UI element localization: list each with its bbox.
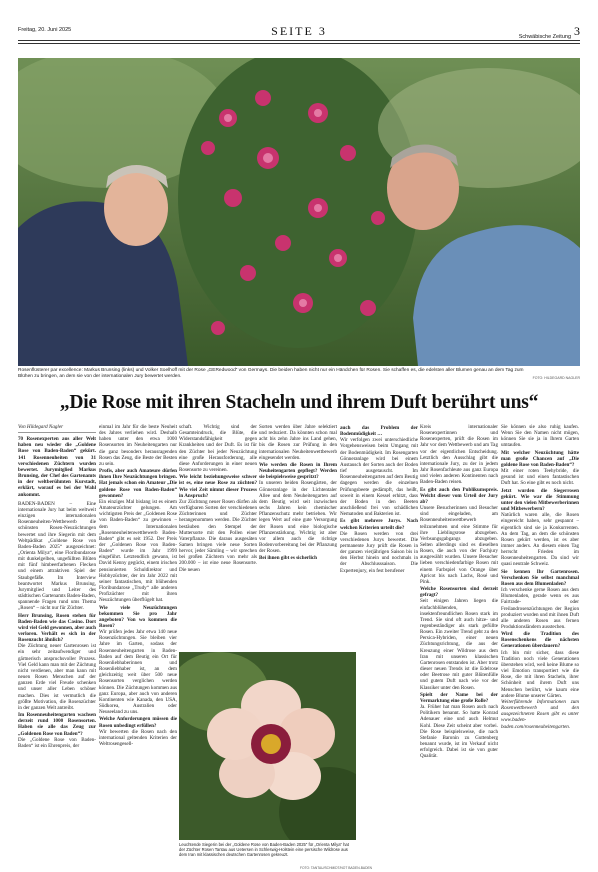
page-number: 3: [574, 24, 580, 38]
interview-answer: Ich verschenke gerne Rosen aus dem Blumenladen, gerade wenn es aus Fairtrade- oder Freilandrosenzüchtungen der Region produziert wurden und mit ihnen Duft alle anderen Rosen aus fernen Produktionsländern ausstechen.: [501, 587, 579, 630]
main-photo-caption: Rosenflüsterer par excellence: Markus Brunsing (links) und Volker Soelhoff mit der Rose „GERedwood“ von Germays. Die beiden haben nicht nur ein Händchen für Rosen. Sie schaffen es, die edelsten aller Blumen genau an dem Tag zum Blühen zu bringen, an dem sie von der internationalen Jury bewertet werden.: [18, 368, 524, 379]
article-column-3: [179, 424, 257, 649]
interview-answer: Wir prüfen jedes Jahr etwa 140 neue Rosenzüchtungen. Sie bleiben vier Jahre im Garten, sodass der Rosenneuheitengarten in Baden-Baden auf dem Beutig ein Ort für Rosenliebhaberinnen und Rosenliebhaber ist, an dem gleichzeitig weit über 500 neue Rosensorten verglichen werden können. Die Züchtungen kommen aus ganz Europa, aber auch von anderen Kontinenten wie Kanada, den USA, Südkorea, Australien oder Neuseeland zu uns.: [99, 629, 177, 716]
interview-question: Wie viele Neuzüchtungen bekommen Sie pro Jahr angeboten? Von wo kommen die Rosen?: [99, 604, 177, 629]
interview-question: Es gibt auch den Publikumspreis. Welcht dieser vom Urteil der Jury ab?: [420, 486, 498, 505]
article-column-7: [501, 424, 579, 844]
interview-answer: Ein einziges Mal bislang ist es einem Amateurzüchter gelungen. Am wichtigsten Preis der „Goldenen Rose von Baden-Baden“ zu gewinnen – dem Internationalen „Rosenneuheitenwettbewerb Baden-Baden“ gibt es seit 1952. Der Preis der „Goldenen Rose von Baden-Baden“ wurde im Jahr 1999 eingeführt. Letztendlich gewann, ist David Kenny gegückt, einem irischen pensionierten Schuldirektor und Hobbyzüchter, der im Jahr 2022 mit seiner fantastischen, mit blühenden Floribundarose „Trudy“ alle anderen Profizüchter mit ihren Neuzüchtungen überflügelt hat.: [99, 498, 177, 604]
interview-answer: Die Rosen werden von drei verschiedenen Jurys bewertet. Die permanente Jury prüft die Rosen in der ganzen vierjährigen Saison bis in den Herbst hinein und nochmals in der Abschlusssaison. Die Expertenjury, ein fest berufener: [340, 530, 418, 574]
section-title: SEITE 3: [271, 24, 327, 38]
interview-answer: In unseren beiden Rosengärten, der Gönneranlage in der Lichtentaler Allee und dem Neuheitengarten auf dem Beutig wird seit inzwischen sechs Jahren kein chemischer Pflanzenschutz mehr betrieben. Wir legen Wert auf eine gute Versorgung der Rosen und eine biologische Pflanzenstärkung. Wichtig ist aber vor allem auch die richtige Bodenvorbereitung bei der Pflanzung der Rosen.: [259, 480, 337, 555]
article-column-4: [259, 424, 337, 649]
interview-question: Sie kennen Ihr Gartenrosen. Verschenken Sie selbst manchmal Rosen aus dem Blumenladen?: [501, 568, 579, 587]
issue-date: Freitag, 20. Juni 2025: [18, 27, 72, 33]
interview-answer: Kreis internationaler Rosenexpertinnen und Rosenexperten, prüft die Rosen im Jahr vor dem Wettbewerb und am Tag vor der eigentlichen Entscheidung. Letztlich den Ausschlag gibt die internationale Jury, zu der in jedem Jahr Rosenfachleute aus ganz Europa und vielen anderen Kontinenten nach Baden-Baden reisen.: [420, 424, 498, 486]
masthead-rule-2: [18, 43, 580, 44]
masthead: [18, 24, 580, 40]
article-column-1: [18, 424, 96, 844]
headline: „Die Rose mit ihren Stacheln und ihrem Duft berührt uns“: [59, 392, 539, 413]
article-column-6: [420, 424, 498, 844]
interview-question: Wird die Tradition des Rosenschenkens die nächsten Generationen überdauern?: [501, 631, 579, 650]
second-photo-credit: FOTO: TANTAU/SCHMIDT/NOT BADEN-BADEN: [300, 866, 373, 870]
interview-answer: Ja. Früher hat man Rosen auch nach Politikern benannt. So hatte Konrad Adenauer eine und auch Helmut Kohl. Diese Zeit scheint aber vorbei. Die Rose beispielsweise, die nach Stefanie Baronin zu Guttenberg benannt wurde, ist im Verkauf nicht erfolgreich. Dabei ist sie von guter Qualität.: [420, 704, 498, 760]
interview-answer: einmal im Jahr für die beste Neuheit des Jahres verliehen wird. Deshalb haben unter den etwa 1000 Rosensorten im Neuheitengarten nur die ganz besonders herausragenden Rosen das Zeug, die Beste der Besten zu sein.: [99, 424, 177, 467]
interview-question: Bei ihnen gibt es sicherlich: [259, 555, 318, 562]
orienta-milya-rose-illustration: [179, 652, 356, 840]
interview-question: Im Rosenneuheitengarten wachsen derzeit rund 1000 Rosensorten. Haben sie alle das Zeug zur „Goldenen Rose von Baden“?: [18, 712, 96, 737]
rose-garden-illustration: [18, 58, 580, 366]
interview-answer: Seit einigen Jahren liegen die einfachblühenden, insektenfreundlichen Rosen stark im Trend. Sie sind oft auch hitze- und regenbeständiger als stark gefüllte Rosen. Ein zweiter Trend geht zu den Persica-Hybriden, einer neuen Züchtungsrichtung, die aus der Kreuzung einer Wildrose aus dem Iran mit unseren klassischen Gartenrosen entstanden ist. Aber trotz dieser neuen Trends ist die Edelrose oder Beetrose mit guter Blütenfülle und gutem Duft nach wie vor der Klassiker unter den Rosen.: [420, 598, 498, 691]
interview-answer: Zur Züchtung neuer Rosen dürfen als verfügbaren Sorten der verschiedenen Züchterinnen und Züchter herangenommen werden. Die Züchter bestäuben den Stempel der Muttersorte mit den Pollen einer Vaterpflanze. Die daraus ausgesäten Samen bringen viele neue Sorten hervor, jeder Sämling – wir sprechen bei großen Züchtern von mehr als 200.000 – ist eine neue Rosensorte. Die neuen: [179, 498, 257, 573]
second-photo: [179, 652, 356, 840]
interview-answer: Ich bin mir sicher, dass diese Tradition noch viele Generationen überstehen wird, weil keine Blume so viel Emotion transportiert wie die Rose, die mit ihren Stacheln, ihrer Schönheit und ihrem Duft uns Menschen berührt, wie kaum eine andere Blume unserer Gärten.: [501, 649, 579, 699]
interview-answer: Die „Goldene Rose von Baden-Baden“ ist ein Ehrenpreis, der: [18, 736, 96, 749]
interview-answer: Die Züchtung neuer Gartenrosen ist ein sehr zeitaufwendiger und gärtnerisch anspruchsvoller Prozess. Viel Geld kann man mit der Züchtung nicht verdienen, aber man kann mit neuen Rosen Menschen auf der ganzen Erde viel Freude schenken und unser aller Leben schöner machen. Dies ist vermutlich die größte Motivation, die Rosenzüchter in der ganzen Welt antreibt.: [18, 643, 96, 711]
body-paragraph: BADEN-BADEN – Eine internationale Jury hat beim weltweit einzigen internationalen Rosenneuheiten-Wettbewerb die schönsten Rosen-Neuzüchtungen bewertet und ihre Siegerin mit dem Weltpädikat „Goldene Rose von Baden-Baden 2025“ ausgezeichnet: „Orienta Milya“, eine Floribundarose mit dunkelgelben, ungefüllten Blüten mit fünf himbeerfarbenen Flecken und einem attraktiven Spiel der Staubgefäße. Im Interview beantwortet Markus Brunsing, Jurymitglied und Leiter des städtischen Gartenamts Baden-Baden, spannende Fragen rund ums Thema „Rosen“ – nicht nur für Züchter.: [18, 500, 96, 612]
interview-question: Herr Brunsing, Rosen stehen für Baden-Baden wie das Casino. Dort wird viel Geld gewonnen, aber auch verloren. Verhält es sich in der Rosenzucht ähnlich?: [18, 612, 96, 644]
main-photo-credit: FOTO: HILDEGARD NAGLER: [532, 376, 580, 380]
interview-answer: Unsere Besucherinnen und Besucher sind eingeladen, am Rosenneuheitenwettbewerb teilzunehmen und eine Stimme für ihre Lieblingsrose abzugeben. Verbsungsgabgangs abzugeben. Selten allerdings sind es dieselben Rosen, die auch von der Fachjury ausgewählt wurden. Unsere Besucher lieben verschiedenfarbige Rosen mit einem Farbspiel von Orange über Apricot bis nach Lachs, Rosé und Pink.: [420, 505, 498, 585]
lead-paragraph: 70 Rosenexperten aus aller Welt haben neu wieder die „Goldene Rose von Baden-Baden“ gekürt. 141 Rosenneuheiten von 31 verschiedenen Züchtern wurden bewertet. Jurymitglied Markus Brunsing, der Chef des Gartenamts in der weltberühmten Kurstadt, erklärt, worauf es bei der Wahl ankommt.: [18, 436, 96, 498]
interview-question: auch das Problem der Bodenmüdigkeit …: [340, 425, 418, 438]
interview-question: Es gibt mehrere Jurys. Nach welchen Kriterien urteilt die?: [340, 518, 418, 531]
interview-answer: Wir bewerten die Rosen nach den international geltenden Kriterien der Weltrosengesell-: [99, 728, 177, 747]
interview-answer: schaft. Wichtig sind der Gesamteindruck, die Blüte, die Widerstandsfähigkeit gegen Krankheiten und der Duft. Es ist für den Züchter bei jeder Neuzüchtung eine große Herausforderung, alle diese Anforderungen in einer neuen Rosensorte zu vereinen.: [179, 424, 257, 474]
interview-question: Jetzt wurden die Siegerrosen gekürt. Wie war die Stimmung unter den vielen Mitbewerberinnen und Mitbewerbern?: [501, 487, 579, 513]
interview-question: Spielt der Name bei der Vermarktung eine große Rolle?: [420, 691, 498, 704]
main-photo: [18, 58, 580, 366]
interview-answer: Mit einer roten Teehybride, die gesund ist und einen fantastischen Duft hat. So eine gibt es noch nicht.: [501, 468, 579, 487]
interview-answer: Wir verfolgen zwei unterschiedliche Vorgehensweisen beim Umgang mit der Bodenmüdigkeit. Im Rosengarten Gönneranlage wird bei einem Austausch der Sorten auch der Boden tief ausgetauscht. Im Rosenneuheitengarten auf dem Beutig dagegen werden die einzelnen Prüfungsbeete gedämpft, das heißt, soweit in einem Kessel erhitzt, dass der Boden in den Beeten anschließend frei von schädlichen Nematoden und Bakterien ist.: [340, 437, 418, 518]
interview-answer: Sie können sie also ruhig kaufen. Wenn Sie den Namen nicht mögen, können Sie sie ja in Ihrem Garten umtaufen.: [501, 424, 579, 449]
interview-question: Wie leicht beziehungsweise schwer ist es, eine neue Rose zu züchten? Wie viel Zeit nimmt dieser Prozess in Anspruch?: [179, 474, 257, 499]
interview-answer: Natürlich waren alle, die Rosen eingereicht haben, sehr gespannt – eigentlich sind sie ja Konkurrenten. An dem Tag, an dem die schönsten Rosen gekürt werden, ist es aber immer anders. An diesem einen Tag herrscht Frieden im Rosenneuheitengarten. Da sind wir quasi neutrale Schweiz.: [501, 512, 579, 568]
interview-question: Welche Rosensorten sind derzeit gefragt?: [420, 586, 498, 599]
masthead-rule: [18, 40, 580, 41]
article-column-2: [99, 424, 177, 844]
interview-question: Wie werden die Rosen in Ihrem Neuheitengarten gepflegt? Werden sie beispielsweise gespritzt?: [259, 461, 337, 481]
interview-answer: Sorten werden über Jahre selektiert und reduziert. Da könnten schon mal acht bis zehn Jahre ins Land gehen, bis die Rosen zur Prüfung in den internationalen Neuheitenwettbewerb eingesendet werden.: [259, 424, 337, 461]
article-column-5: [340, 424, 418, 844]
second-photo-caption: Leuchtende Siegerin bei der „Goldene Rose von Baden-Baden 2025“ für „Orienta Milya“ hat der Züchter Rosen Tantau aus Uetersen in Schleswig-Holstein eine persische Wildrose aus dem Iran mit klassischen deutschen Gartenrosen gekreuzt.: [179, 842, 349, 858]
info-note: Weiterführende Informationen zum Rosenwettbewerb und den ausgezeichneten Rosen gibt es unter www.baden-baden.com/rosenneuheitengarten.: [501, 698, 579, 730]
paper-title: Schwäbische Zeitung: [518, 34, 571, 40]
interview-question: Mit welcher Neuzüchtung hätte man große Chancen auf „Die goldene Rose von Baden-Baden“?: [501, 449, 579, 468]
interview-question: Welche Anforderungen müssen die Rosen unbedingt erfüllen?: [99, 716, 177, 729]
byline: Von Hildegard Nagler: [18, 424, 96, 433]
interview-question: Profis, aber auch Amateure dürfen ihnen Ihre Neuzüchtungen bringen. Hat jemals schon ein Amateur „Die goldene Rose von Baden-Baden“ gewonnen?: [99, 468, 177, 499]
